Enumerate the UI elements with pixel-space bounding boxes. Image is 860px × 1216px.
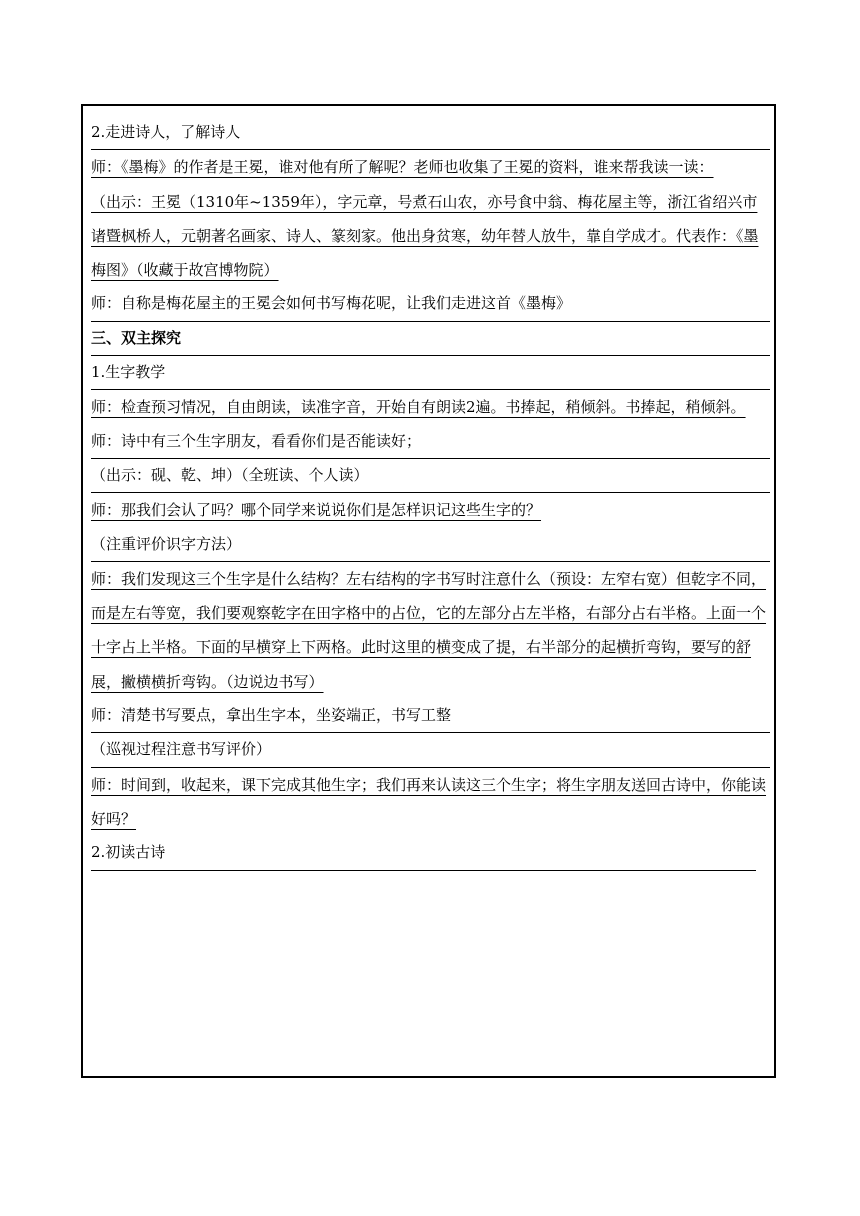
text-line: 三、双主探究: [91, 328, 182, 347]
paragraph-transition: [91, 287, 770, 321]
text-line: 2.走进诗人，了解诗人: [91, 123, 241, 141]
text-line: 师：检查预习情况，自由朗读，读准字音，开始自有朗读2遍。书捧起，稍倾斜。书捧起，稍倾斜。: [91, 398, 746, 417]
paragraph-patrol-note: [91, 733, 770, 767]
text-line: （出示：王冕（1310年~1359年），字元章，号煮石山农，亦号食中翁、梅花屋主等，浙江省绍兴市诸暨枫桥人，元朝著名画家、诗人、篆刻家。他出身贫寒，幼年替人放牛，靠自学成才。代表作：《墨梅图》（收藏于故宫博物院）: [91, 192, 759, 280]
subsection-heading-first-reading: [91, 836, 756, 870]
text-line: 师：《墨梅》的作者是王冕，谁对他有所了解呢？老师也收集了王冕的资料，谁来帮我读一读：: [91, 158, 714, 177]
text-line: 师：我们发现这三个生字是什么结构？左右结构的字书写时注意什么（预设：左窄右宽）但乾字不同，而是左右等宽，我们要观察乾字在田字格中的占位，它的左部分占左半格，右部分占右半格。上面一个十字占上半格。下面的早横穿上下两格。此时这里的横变成了提，右半部分的起横折弯钩，要写的舒展，撇横横折弯钩。（边说边书写）: [91, 569, 767, 691]
text-line: （注重评价识字方法）: [91, 534, 242, 553]
subsection-heading-characters: [91, 356, 770, 390]
paragraph-show-characters: [91, 459, 770, 493]
subsection-heading-poet: [91, 116, 770, 150]
paragraph-structure-explanation: [91, 562, 770, 699]
paragraph-time-up: [91, 768, 770, 837]
text-line: 师：诗中有三个生字朋友，看看你们是否能读好；: [91, 431, 422, 450]
paragraph-new-characters: [91, 425, 770, 459]
text-line: 师：清楚书写要点，拿出生字本，坐姿端正，书写工整: [91, 706, 452, 725]
lesson-plan-frame: [81, 104, 776, 1078]
paragraph-show-bio: [91, 185, 770, 288]
section-heading-inquiry: [91, 322, 770, 356]
text-line: 师：自称是梅花屋主的王冕会如何书写梅花呢，让我们走进这首《墨梅》: [91, 294, 572, 313]
lesson-plan-content: [91, 116, 770, 871]
text-line: 师：时间到，收起来，课下完成其他生字；我们再来认读这三个生字；将生字朋友送回古诗中，你能读好吗？: [91, 775, 767, 828]
paragraph-preview-check: [91, 390, 770, 424]
paragraph-writing-instruction: [91, 699, 770, 733]
text-line: （出示：砚、乾、坤）（全班读、个人读）: [91, 465, 369, 484]
text-line: （巡视过程注意书写评价）: [91, 740, 272, 759]
text-line: 2.初读古诗: [91, 843, 166, 862]
paragraph-memory-question: [91, 493, 770, 527]
text-line: 1.生字教学: [91, 363, 166, 382]
paragraph-evaluation-note: [91, 528, 770, 562]
paragraph-intro-author: [91, 150, 770, 184]
text-line: 师：那我们会认了吗？哪个同学来说说你们是怎样识记这些生字的？: [91, 501, 542, 520]
